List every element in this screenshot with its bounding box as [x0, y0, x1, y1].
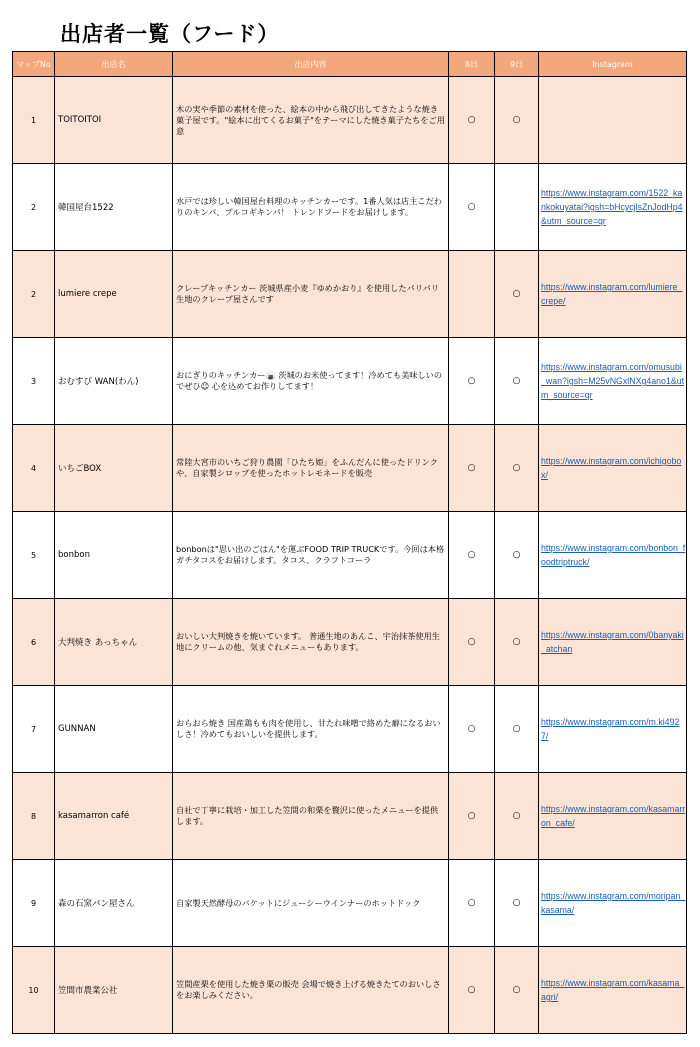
instagram-cell: [539, 164, 687, 251]
day9-mark-cell: ○: [495, 512, 539, 599]
instagram-cell: [539, 860, 687, 947]
map-no-cell: 3: [13, 338, 55, 425]
table-row: [13, 164, 687, 251]
instagram-cell: [539, 425, 687, 512]
vendor-description-cell: おらおら焼き 国産鶏もも肉を使用し、甘たれ味噌で絡めた癖になるおいしさ！冷めてもおいしいを提供します。: [173, 686, 449, 773]
vendor-description-cell: 笠間産栗を使用した焼き栗の販売 会場で焼き上げる焼きたてのおいしさをお楽しみください。: [173, 947, 449, 1034]
day8-mark-cell: ○: [449, 425, 495, 512]
vendor-name-cell: TOITOITOI: [55, 77, 173, 164]
day9-mark-cell: ○: [495, 686, 539, 773]
vendor-name-cell: bonbon: [55, 512, 173, 599]
vendor-description-cell: 木の実や季節の素材を使った、絵本の中から飛び出してきたような焼き菓子屋です。"絵本に出てくるお菓子"をテーマにした焼き菓子たちをご用意: [173, 77, 449, 164]
instagram-link[interactable]: https://www.instagram.com/0banyaki_atchan: [541, 630, 684, 654]
table-row: [13, 512, 687, 599]
column-header-day9: 9日: [495, 52, 539, 77]
day8-mark-cell: ○: [449, 164, 495, 251]
table-row: [13, 251, 687, 338]
day8-mark-cell: ○: [449, 512, 495, 599]
day9-mark-cell: ○: [495, 425, 539, 512]
day8-mark-cell: ○: [449, 599, 495, 686]
instagram-link[interactable]: https://www.instagram.com/bonbon_foodtriptruck/: [541, 543, 686, 567]
vendor-name-cell: いちごBOX: [55, 425, 173, 512]
map-no-cell: 8: [13, 773, 55, 860]
instagram-link[interactable]: https://www.instagram.com/kasama_agri/: [541, 978, 685, 1002]
day8-mark-cell: ○: [449, 773, 495, 860]
day9-mark-cell: ○: [495, 251, 539, 338]
instagram-cell: [539, 338, 687, 425]
column-header-content: 出店内容: [173, 52, 449, 77]
map-no-cell: 4: [13, 425, 55, 512]
vendor-name-cell: lumiere crepe: [55, 251, 173, 338]
day9-mark-cell: ○: [495, 338, 539, 425]
day9-mark-cell: [495, 164, 539, 251]
day8-mark-cell: ○: [449, 338, 495, 425]
vendor-description-cell: 常陸大宮市のいちご狩り農園「ひたち姫」をふんだんに使ったドリンクや、自家製シロップを使ったホットレモネードを販売: [173, 425, 449, 512]
vendor-description-cell: クレープキッチンカー 茨城県産小麦『ゆめかおり』を使用したパリパリ生地のクレープ屋さんです: [173, 251, 449, 338]
day8-mark-cell: ○: [449, 947, 495, 1034]
map-no-cell: 2: [13, 251, 55, 338]
instagram-cell: [539, 947, 687, 1034]
vendor-description-cell: おにぎりのキッチンカー🍙 茨城のお米使ってます！冷めても美味しいのでぜひ☺ 心を込めてお作りしてます！: [173, 338, 449, 425]
map-no-cell: 1: [13, 77, 55, 164]
table-header-row: [13, 52, 687, 77]
instagram-link[interactable]: https://www.instagram.com/lumiere_crepe/: [541, 282, 683, 306]
instagram-link[interactable]: https://www.instagram.com/1522_kankokuyatai?igsh=bHcycjlsZnJodHp4&utm_source=qr: [541, 188, 683, 226]
column-header-day8: 8日: [449, 52, 495, 77]
vendor-name-cell: 韓国屋台1522: [55, 164, 173, 251]
vendor-name-cell: おむすび WAN(わん): [55, 338, 173, 425]
column-header-instagram: Instagram: [539, 52, 687, 77]
table-row: [13, 860, 687, 947]
map-no-cell: 6: [13, 599, 55, 686]
instagram-cell: [539, 686, 687, 773]
map-no-cell: 5: [13, 512, 55, 599]
column-header-name: 出店名: [55, 52, 173, 77]
vendor-name-cell: kasamarron café: [55, 773, 173, 860]
instagram-cell: [539, 251, 687, 338]
page-title: 出店者一覧（フード）: [60, 22, 280, 46]
vendor-name-cell: 大判焼き あっちゃん: [55, 599, 173, 686]
instagram-link[interactable]: https://www.instagram.com/ichigobox/: [541, 456, 682, 480]
table-row: [13, 425, 687, 512]
table-row: [13, 947, 687, 1034]
table-row: [13, 686, 687, 773]
instagram-cell: [539, 512, 687, 599]
column-header-map-no: マップNo: [13, 52, 55, 77]
instagram-cell: [539, 77, 687, 164]
day8-mark-cell: ○: [449, 860, 495, 947]
vendor-name-cell: GUNNAN: [55, 686, 173, 773]
vendor-name-cell: 笠間市農業公社: [55, 947, 173, 1034]
map-no-cell: 7: [13, 686, 55, 773]
map-no-cell: 9: [13, 860, 55, 947]
map-no-cell: 2: [13, 164, 55, 251]
instagram-cell: [539, 599, 687, 686]
vendor-description-cell: おいしい大判焼きを焼いています。 普通生地のあんこ、宇治抹茶使用生地にクリームの他、気まぐれメニューもあります。: [173, 599, 449, 686]
table-row: [13, 338, 687, 425]
table-row: [13, 599, 687, 686]
table-row: [13, 77, 687, 164]
day8-mark-cell: ○: [449, 77, 495, 164]
instagram-link[interactable]: https://www.instagram.com/m.ki4927/: [541, 717, 680, 741]
vendor-table: [12, 51, 687, 1034]
vendor-description-cell: 自社で丁寧に栽培・加工した笠間の和栗を贅沢に使ったメニューを提供します。: [173, 773, 449, 860]
map-no-cell: 10: [13, 947, 55, 1034]
day8-mark-cell: ○: [449, 686, 495, 773]
table-body: [13, 77, 687, 1034]
instagram-link[interactable]: https://www.instagram.com/kasamarron_cafe/: [541, 804, 686, 828]
vendor-description-cell: 水戸では珍しい韓国屋台料理のキッチンカーです。1番人気は店主こだわりのキンパ、プルコギキンパ！ トレンドフードをお届けします。: [173, 164, 449, 251]
day9-mark-cell: ○: [495, 947, 539, 1034]
vendor-description-cell: 自家製天然酵母のバケットにジューシーウインナーのホットドック: [173, 860, 449, 947]
instagram-cell: [539, 773, 687, 860]
vendor-name-cell: 森の石窯パン屋さん: [55, 860, 173, 947]
day9-mark-cell: ○: [495, 860, 539, 947]
instagram-link[interactable]: https://www.instagram.com/moripan_kasama/: [541, 891, 686, 915]
table-row: [13, 773, 687, 860]
vendor-description-cell: bonbonは"思い出のごはん"を運ぶFOOD TRIP TRUCKです。今回は本格ガチタコスをお届けします。タコス、クラフトコーラ: [173, 512, 449, 599]
day9-mark-cell: ○: [495, 773, 539, 860]
day8-mark-cell: [449, 251, 495, 338]
day9-mark-cell: ○: [495, 77, 539, 164]
instagram-link[interactable]: https://www.instagram.com/omusubi_wan?igsh=M25vNGxlNXg4ano1&utm_source=qr: [541, 362, 685, 400]
day9-mark-cell: ○: [495, 599, 539, 686]
